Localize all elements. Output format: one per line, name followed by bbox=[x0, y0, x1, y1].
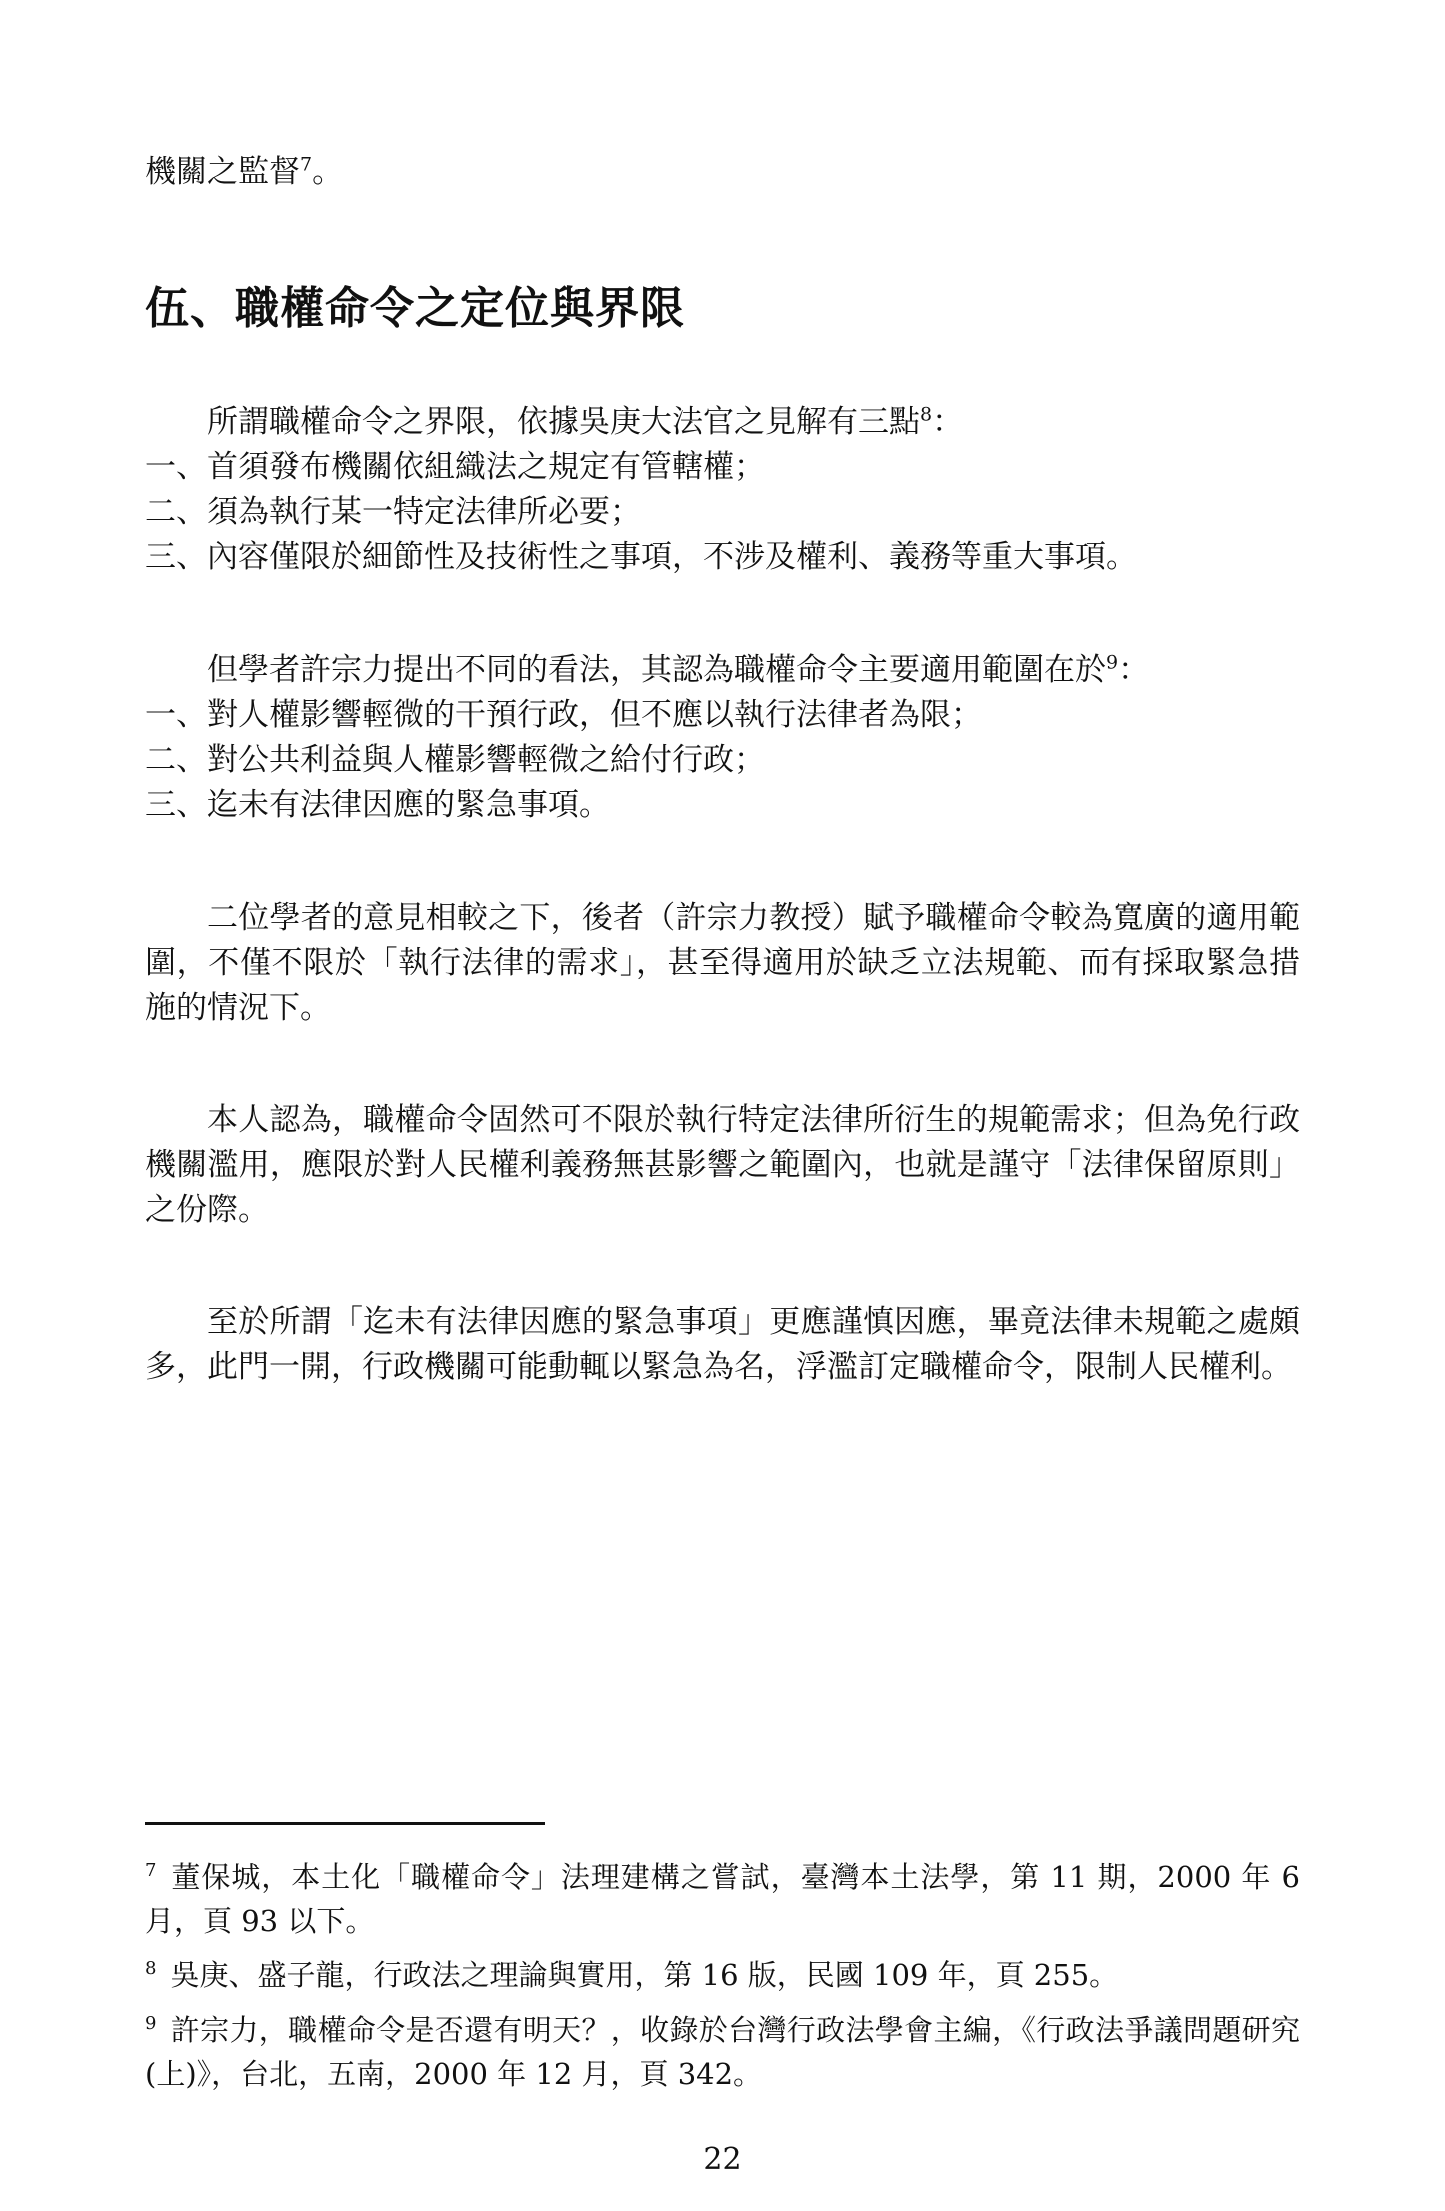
continued-line: 機關之監督$^7$。 bbox=[145, 153, 344, 190]
paragraph-intro: 但學者許宗力提出不同的看法，其認為職權命令主要適用範圍在於$^9$： bbox=[207, 651, 1150, 688]
footnote-ref-8[interactable]: 8 bbox=[920, 403, 933, 426]
list-item: 三、內容僅限於細節性及技術性之事項，不涉及權利、義務等重大事項。 bbox=[145, 539, 1137, 575]
paragraph-emergency-caution: 至於所謂「迄未有法律因應的緊急事項」更應謹慎因應，畢竟法律未規範之處頗多，此門一開，行政機關可能動輒以緊急為名，浮濫訂定職權命令，限制人民權利。 bbox=[145, 1304, 1300, 1385]
list-item: 二、須為執行某一特定法律所必要； bbox=[145, 494, 641, 530]
footnote-divider bbox=[145, 1822, 545, 1825]
footnote-7: $^7$ 董保城，本土化「職權命令」法理建構之嘗試，臺灣本土法學，第 11 期，2000 年 6 月，頁 93 以下。 bbox=[145, 1860, 1300, 1938]
footnote-9: $^9$ 許宗力，職權命令是否還有明天？，收錄於台灣行政法學會主編，《行政法爭議問題研究(上)》，台北，五南，2000 年 12 月，頁 342。 bbox=[145, 2013, 1300, 2091]
list-item: 三、迄未有法律因應的緊急事項。 bbox=[145, 787, 610, 823]
section-heading: 伍、職權命令之定位與界限 bbox=[145, 283, 685, 334]
footnote-marker: 7 bbox=[145, 1860, 157, 1882]
footnote-ref-7[interactable]: 7 bbox=[300, 153, 313, 176]
paragraph-comparison: 二位學者的意見相較之下，後者（許宗力教授）賦予職權命令較為寬廣的適用範圍，不僅不限於「執行法律的需求」，甚至得適用於缺乏立法規範、而有採取緊急措施的情況下。 bbox=[145, 900, 1300, 1026]
paragraph-wu-geng-view bbox=[145, 400, 1300, 580]
footnote-ref-9[interactable]: 9 bbox=[1106, 651, 1119, 674]
page-number: 22 bbox=[703, 2142, 742, 2177]
list-item: 二、對公共利益與人權影響輕微之給付行政； bbox=[145, 742, 765, 778]
list-item: 一、對人權影響輕微的干預行政，但不應以執行法律者為限； bbox=[145, 697, 982, 733]
footnote-marker: 9 bbox=[145, 2013, 157, 2035]
paragraph-author-opinion: 本人認為，職權命令固然可不限於執行特定法律所衍生的規範需求；但為免行政機關濫用，應限於對人民權利義務無甚影響之範圍內，也就是謹守「法律保留原則」之份際。 bbox=[145, 1102, 1300, 1228]
list-item: 一、首須發布機關依組織法之規定有管轄權； bbox=[145, 449, 765, 485]
footnote-marker: 8 bbox=[145, 1958, 157, 1980]
paragraph-hsu-view bbox=[145, 648, 1300, 828]
footnote-8: $^8$ 吳庚、盛子龍，行政法之理論與實用，第 16 版，民國 109 年，頁 255。 bbox=[145, 1958, 1119, 1992]
paragraph-intro: 所謂職權命令之界限，依據吳庚大法官之見解有三點$^8$： bbox=[207, 403, 964, 440]
